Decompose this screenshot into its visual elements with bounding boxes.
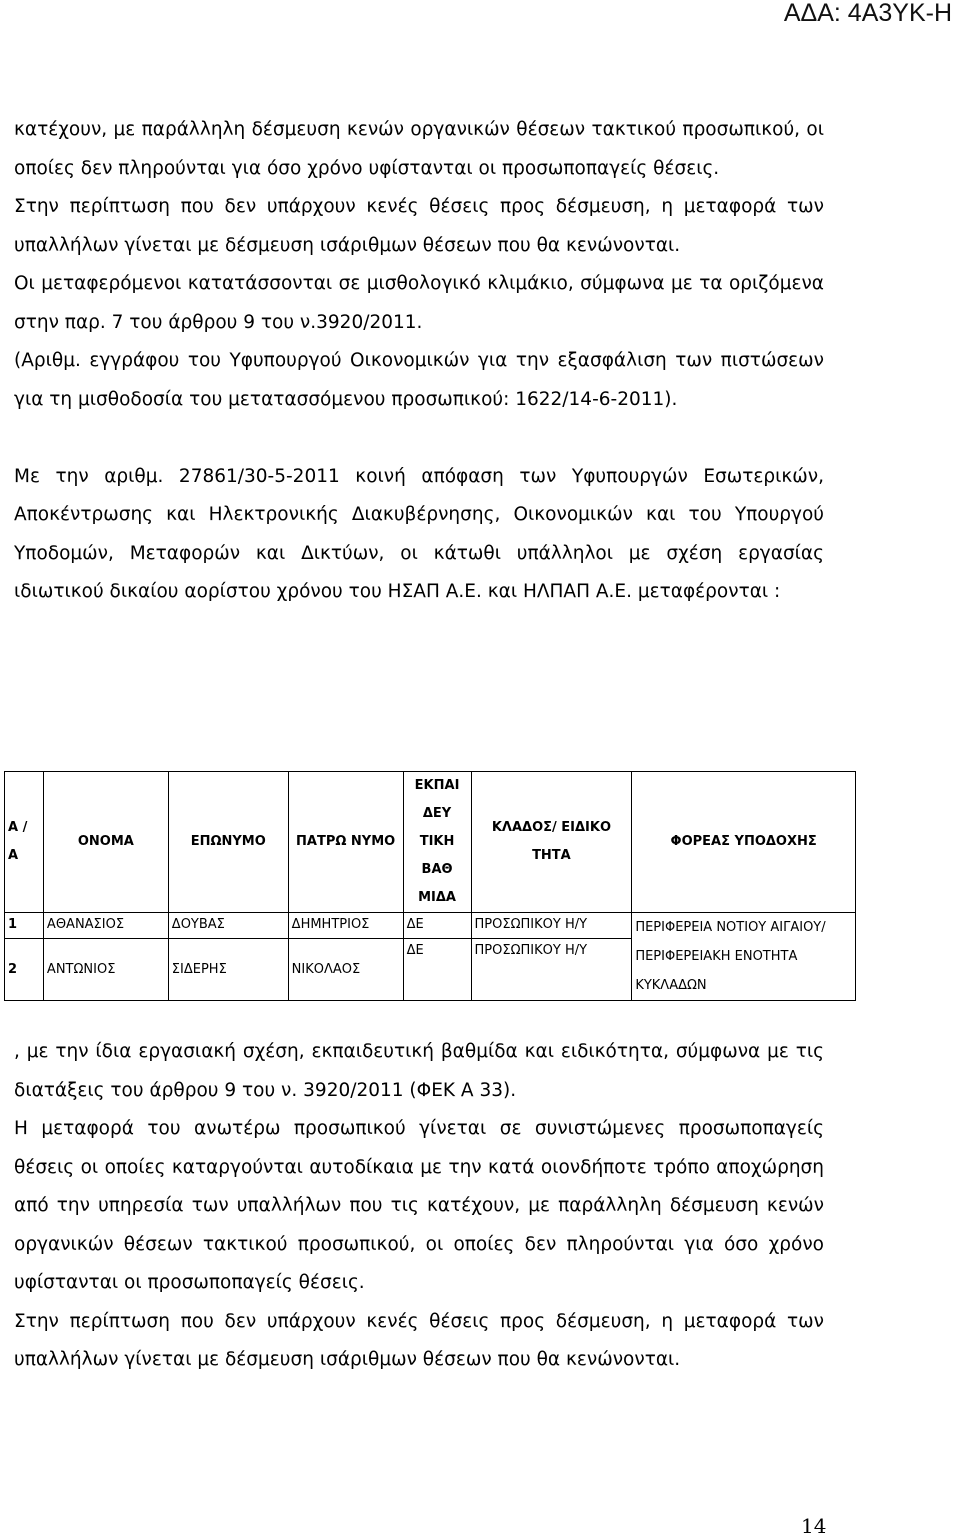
cell-receiving-agency: ΠΕΡΙΦΕΡΕΙΑ ΝΟΤΙΟΥ ΑΙΓΑΙΟΥ/ΠΕΡΙΦΕΡΕΙΑΚΗ ΕΝΟΤΗΤΑ ΚΥΚΛΑΔΩΝ bbox=[632, 913, 856, 1001]
header-receiving-agency: ΦΟΡΕΑΣ ΥΠΟΔΟΧΗΣ bbox=[632, 772, 856, 913]
cell-education-level: ΔΕ bbox=[403, 939, 471, 1001]
paragraph-funding-reference: (Αριθμ. εγγράφου του Υφυπουργού Οικονομικών για την εξασφάλιση των πιστώσεων για τη μισθοδοσία του μετατασσόμενου προσωπικού: 1622/14-6-2011). bbox=[14, 350, 824, 410]
table-row bbox=[5, 913, 856, 939]
text-block-top bbox=[14, 111, 824, 612]
header-father-name: ΠΑΤΡΩ ΝΥΜΟ bbox=[288, 772, 403, 913]
paragraph-salary-scale: Οι μεταφερόμενοι κατατάσσονται σε μισθολογικό κλιμάκιο, σύμφωνα με τα οριζόμενα στην παρ. 7 του άρθρου 9 του ν.3920/2011. bbox=[14, 273, 824, 333]
cell-aa: 1 bbox=[5, 913, 44, 939]
text-block-bottom bbox=[14, 1033, 824, 1380]
spacer bbox=[14, 419, 824, 458]
cell-branch: ΠΡΟΣΩΠΙΚΟΥ Η/Υ bbox=[471, 913, 632, 939]
paragraph-transfer-positions: Η μεταφορά του ανωτέρω προσωπικού γίνεται σε συνιστώμενες προσωποπαγείς θέσεις οι οποίες καταργούνται αυτοδίκαια με την κατά οιονδήποτε τρόπο αποχώρηση από την υπηρεσία των υπαλλήλων που τις κατέχουν, με παράλληλη δέσμευση κενών οργανικών θέσεων τακτικού προσωπικού, οι οποίες δεν πληρούνται για όσο χρόνο υφίστανται οι προσωποπαγείς θέσεις. bbox=[14, 1118, 824, 1293]
paragraph-joint-decision: Με την αριθμ. 27861/30-5-2011 κοινή απόφαση των Υφυπουργών Εσωτερικών, Αποκέντρωσης και Ηλεκτρονικής Διακυβέρνησης, Οικονομικών και του Υπουργού Υποδομών, Μεταφορών και Δικτύων, οι κάτωθι υπάλληλοι με σχέση εργασίας ιδιωτικού δικαίου αορίστου χρόνου του ΗΣΑΠ Α.Ε. και ΗΛΠΑΠ Α.Ε. μεταφέρονται : bbox=[14, 465, 824, 602]
paragraph-no-vacancies: Στην περίπτωση που δεν υπάρχουν κενές θέσεις προς δέσμευση, η μεταφορά των υπαλλήλων γίνεται με δέσμευση ισάριθμων θέσεων που θα κενώνονται. bbox=[14, 196, 824, 256]
header-surname: ΕΠΩΝΥΜΟ bbox=[168, 772, 288, 913]
ada-code: ΑΔΑ: 4Α3ΥΚ-Η bbox=[783, 0, 952, 27]
cell-aa: 2 bbox=[5, 939, 44, 1001]
cell-surname: ΣΙΔΕΡΗΣ bbox=[168, 939, 288, 1001]
header-branch-specialty: ΚΛΑΔΟΣ/ ΕΙΔΙΚΟ ΤΗΤΑ bbox=[471, 772, 632, 913]
cell-branch: ΠΡΟΣΩΠΙΚΟΥ Η/Υ bbox=[471, 939, 632, 1001]
header-education-level: ΕΚΠΑΙ ΔΕΥ ΤΙΚΗ ΒΑΘ ΜΙΔΑ bbox=[403, 772, 471, 913]
cell-education-level: ΔΕ bbox=[403, 913, 471, 939]
cell-surname: ΔΟΥΒΑΣ bbox=[168, 913, 288, 939]
cell-name: ΑΘΑΝΑΣΙΟΣ bbox=[43, 913, 168, 939]
paragraph-no-vacancies-repeat: Στην περίπτωση που δεν υπάρχουν κενές θέσεις προς δέσμευση, η μεταφορά των υπαλλήλων γίνεται με δέσμευση ισάριθμων θέσεων που θα κενώνονται. bbox=[14, 1310, 824, 1370]
header-aa: Α / Α bbox=[5, 772, 44, 913]
header-name: ΟΝΟΜΑ bbox=[43, 772, 168, 913]
cell-father-name: ΔΗΜΗΤΡΙΟΣ bbox=[288, 913, 403, 939]
cell-name: ΑΝΤΩΝΙΟΣ bbox=[43, 939, 168, 1001]
cell-father-name: ΝΙΚΟΛΑΟΣ bbox=[288, 939, 403, 1001]
staff-transfer-table bbox=[4, 771, 856, 1001]
page-number: 14 bbox=[801, 1514, 827, 1538]
paragraph-continued-positions: κατέχουν, με παράλληλη δέσμευση κενών οργανικών θέσεων τακτικού προσωπικού, οι οποίες δεν πληρούνται για όσο χρόνο υφίστανται οι προσωποπαγείς θέσεις. bbox=[14, 119, 824, 179]
paragraph-same-relationship: , με την ίδια εργασιακή σχέση, εκπαιδευτική βαθμίδα και ειδικότητα, σύμφωνα με τις διατάξεις του άρθρου 9 του ν. 3920/2011 (ΦΕΚ Α 33). bbox=[14, 1041, 824, 1101]
